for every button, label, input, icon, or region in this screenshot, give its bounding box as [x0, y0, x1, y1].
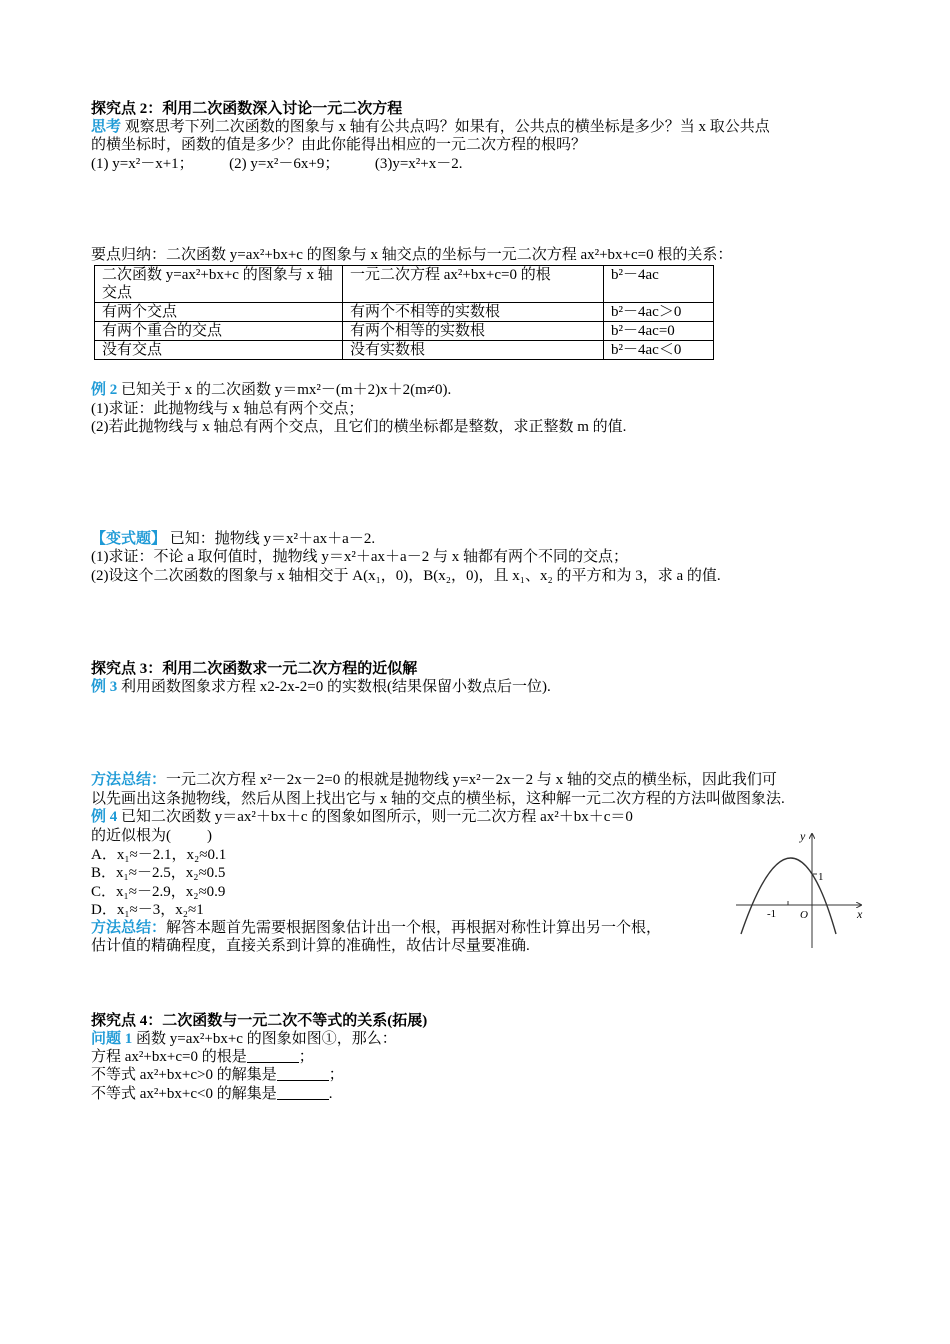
function-2: (2) y=x²－6x+9； [229, 156, 340, 172]
solution-summary-text-1: 解答本题首先需要根据图象估计出一个根，再根据对称性计算出另一个根， [166, 920, 662, 936]
y-tick-label: 1 [818, 871, 824, 883]
option-b: B．x₁≈－2.5，x₂≈0.5 [91, 865, 226, 881]
table-cell: 没有实数根 [343, 341, 604, 360]
question-1-text: 函数 y=ax²+bx+c 的图象如图①，那么： [136, 1031, 397, 1047]
table-row [95, 303, 714, 322]
answer-blank-2[interactable] [277, 1066, 329, 1081]
example-2-label: 例 2 [91, 382, 118, 398]
example-4-text-2b: ) [207, 828, 212, 844]
x-tick-label: -1 [767, 908, 777, 920]
variant-problem [91, 530, 375, 548]
table-cell: b²－4ac＜0 [604, 341, 714, 360]
example-3 [91, 678, 551, 696]
example-2-text: 已知关于 x 的二次函数 y＝mx²－(m＋2)x＋2(m≠0). [121, 382, 452, 398]
think-label: 思考 [91, 119, 122, 135]
blank-prompt-3: 不等式 ax²+bx+c<0 的解集是 [91, 1086, 277, 1102]
table-header-cell: 二次函数 y=ax²+bx+c 的图象与 x 轴交点 [95, 266, 343, 303]
blank-prompt-2: 不等式 ax²+bx+c>0 的解集是 [91, 1067, 277, 1083]
parabola-curve [741, 858, 836, 934]
table-header-cell: 一元二次方程 ax²+bx+c=0 的根 [343, 266, 604, 303]
table-header-cell: b²－4ac [604, 266, 714, 303]
think-line-2: 的横坐标时，函数的值是多少？由此你能得出相应的一元二次方程的根吗？ [91, 137, 587, 153]
example-3-text: 利用函数图象求方程 x2-2x-2=0 的实数根(结果保留小数点后一位). [121, 679, 551, 695]
function-3: (3)y=x²+x－2. [374, 156, 463, 172]
method-summary-text-1: 一元二次方程 x²－2x－2=0 的根就是抛物线 y=x²－2x－2 与 x 轴的交点的横坐标，因此我们可 [166, 772, 777, 788]
option-c: C．x₁≈－2.9，x₂≈0.9 [91, 884, 226, 900]
table-cell: 有两个相等的实数根 [343, 322, 604, 341]
variant-label: 【变式题】 [91, 531, 167, 547]
example-4-text-2a: 的近似根为( [91, 828, 171, 844]
table-header-row [95, 266, 714, 303]
variant-question-1: (1)求证：不论 a 取何值时，抛物线 y＝x²＋ax＋a－2 与 x 轴都有两个不同的交点； [91, 549, 628, 565]
function-1: (1) y=x²－x+1； [91, 156, 194, 172]
blank-punct-2: ； [328, 1067, 344, 1083]
table-cell: b²－4ac＞0 [604, 303, 714, 322]
blank-punct-3: . [328, 1086, 333, 1102]
example-2 [91, 381, 451, 399]
key-points-summary: 要点归纳：二次函数 y=ax²+bx+c 的图象与 x 轴交点的坐标与一元二次方程 ax²+bx+c=0 根的关系： [91, 247, 733, 263]
example-3-label: 例 3 [91, 679, 118, 695]
y-axis-label: y [800, 829, 806, 843]
example-4-question [91, 827, 212, 845]
blank-punct-1: ； [298, 1049, 314, 1065]
example-2-question-2: (2)若此抛物线与 x 轴总有两个交点，且它们的横坐标都是整数，求正整数 m 的值. [91, 419, 627, 435]
x-axis-label: x [857, 907, 863, 921]
origin-label: O [800, 909, 808, 921]
blank-line-2 [91, 1066, 344, 1084]
blank-line-1 [91, 1048, 314, 1066]
example-4 [91, 808, 633, 826]
method-summary-line-2: 以先画出这条抛物线，然后从图上找出它与 x 轴的交点的横坐标，这种解一元二次方程的方法叫做图象法. [91, 791, 785, 807]
solution-summary-line-2: 估计值的精确程度，直接关系到计算的准确性，故估计尽量要准确. [91, 938, 530, 954]
variant-text: 已知：抛物线 y＝x²＋ax＋a－2. [169, 531, 376, 547]
option-a: A．x₁≈－2.1，x₂≈0.1 [91, 847, 227, 863]
table-row [95, 322, 714, 341]
example-2-question-1: (1)求证：此抛物线与 x 轴总有两个交点； [91, 401, 364, 417]
method-summary-line-1 [91, 771, 777, 789]
example-4-label: 例 4 [91, 809, 118, 825]
answer-blank-1[interactable] [247, 1048, 299, 1063]
solution-summary-label: 方法总结： [91, 920, 167, 936]
table-cell: 没有交点 [95, 341, 343, 360]
function-list [91, 155, 463, 173]
table-cell: 有两个重合的交点 [95, 322, 343, 341]
blank-prompt-1: 方程 ax²+bx+c=0 的根是 [91, 1049, 247, 1065]
section-2-title: 探究点 2：利用二次函数深入讨论一元二次方程 [91, 101, 403, 117]
table-cell: 有两个不相等的实数根 [343, 303, 604, 322]
question-1-label: 问题 1 [91, 1031, 133, 1047]
relation-table [94, 265, 714, 360]
example-4-text: 已知二次函数 y＝ax²＋bx＋c 的图象如图所示，则一元二次方程 ax²＋bx＋c＝0 [121, 809, 633, 825]
think-text-1: 观察思考下列二次函数的图象与 x 轴有公共点吗？如果有，公共点的横坐标是多少？当 x 取公共点 [124, 119, 770, 135]
answer-blank-3[interactable] [277, 1085, 329, 1100]
method-summary-label: 方法总结： [91, 772, 167, 788]
table-cell: b²－4ac=0 [604, 322, 714, 341]
table-row [95, 341, 714, 360]
blank-line-3 [91, 1085, 332, 1103]
think-line-1 [91, 118, 770, 136]
solution-summary-line-1 [91, 919, 661, 937]
section-3-title: 探究点 3：利用二次函数求一元二次方程的近似解 [91, 661, 418, 677]
variant-question-2: (2)设这个二次函数的图象与 x 轴相交于 A(x₁，0)，B(x₂，0)，且 x₁、x₂ 的平方和为 3，求 a 的值. [91, 568, 721, 584]
option-d: D．x₁≈－3，x₂≈1 [91, 902, 204, 918]
table-cell: 有两个交点 [95, 303, 343, 322]
section-4-title: 探究点 4：二次函数与一元二次不等式的关系(拓展) [91, 1013, 428, 1029]
parabola-graph [733, 826, 868, 950]
question-1 [91, 1030, 397, 1048]
